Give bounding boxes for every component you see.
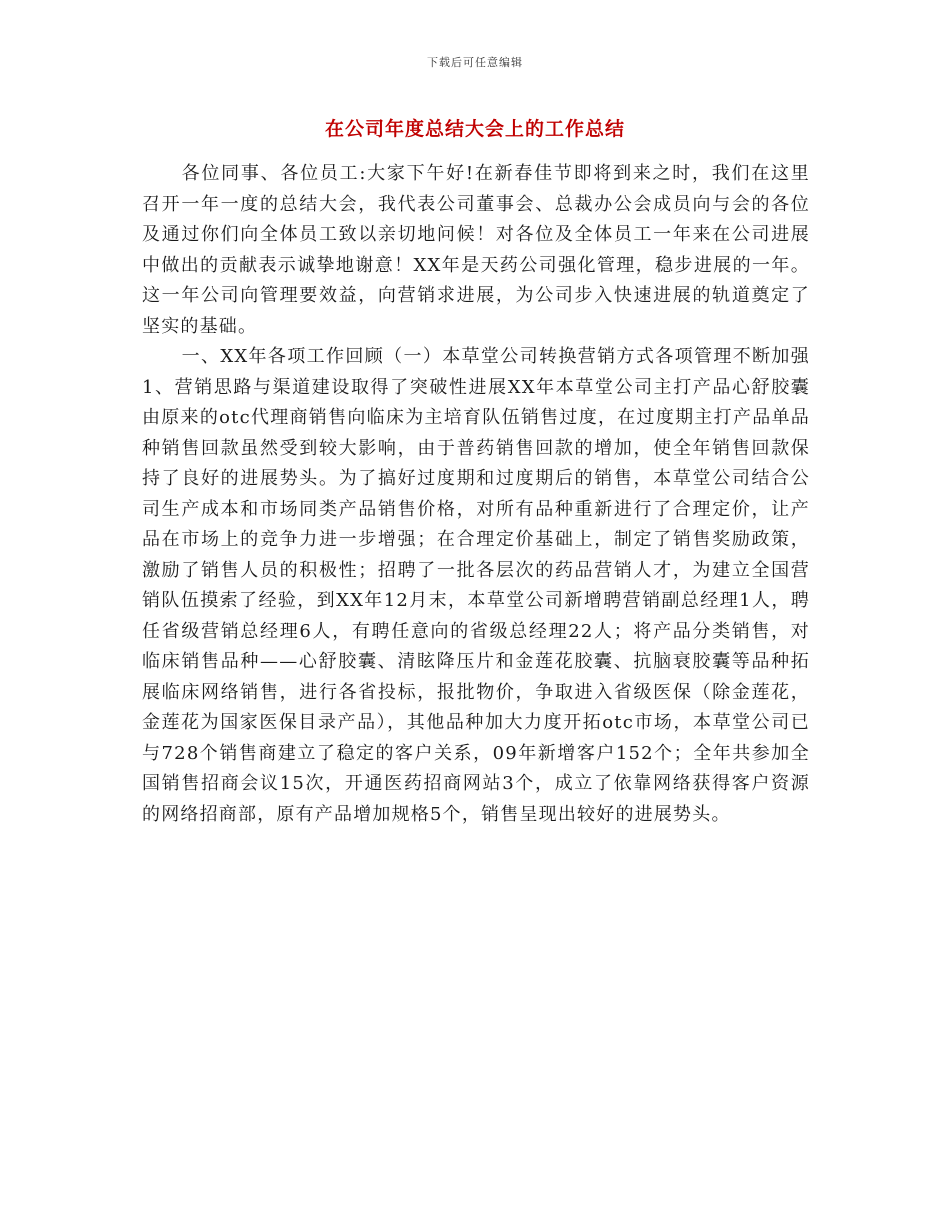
paragraph-review: 一、XX年各项工作回顾（一）本草堂公司转换营销方式各项管理不断加强1、营销思路与渠道建设取得了突破性进展XX年本草堂公司主打产品心舒胶囊由原来的otc代理商销售向临床为主培育队伍销售过度，在过度期主打产品单品种销售回款虽然受到较大影响，由于普药销售回款的增加，使全年销售回款保持了良好的进展势头。为了搞好过度期和过度期后的销售，本草堂公司结合公司生产成本和市场同类产品销售价格，对所有品种重新进行了合理定价，让产品在市场上的竞争力进一步增强；在合理定价基础上，制定了销售奖励政策，激励了销售人员的积极性；招聘了一批各层次的药品营销人才，为建立全国营销队伍摸索了经验，到XX年12月末，本草堂公司新增聘营销副总经理1人，聘任省级营销总经理6人，有聘任意向的省级总经理22人；将产品分类销售，对临床销售品种——心舒胶囊、清眩降压片和金莲花胶囊、抗脑衰胶囊等品种拓展临床网络销售，进行各省投标，报批物价，争取进入省级医保（除金莲花，金莲花为国家医保目录产品），其他品种加大力度开拓otc市场，本草堂公司已与728个销售商建立了稳定的客户关系，09年新增客户152个；全年共参加全国销售招商会议15次，开通医药招商网站3个，成立了依靠网络获得客户资源的网络招商部，原有产品增加规格5个，销售呈现出较好的进展势头。 bbox=[142, 346, 810, 825]
paragraph-greeting: 各位同事、各位员工:大家下午好!在新春佳节即将到来之时，我们在这里召开一年一度的总结大会，我代表公司董事会、总裁办公会成员向与会的各位及通过你们向全体员工致以亲切地问候！对各位及全体员工一年来在公司进展中做出的贡献表示诚挚地谢意！XX年是天药公司强化管理，稳步进展的一年。这一年公司向管理要效益，向营销求进展，为公司步入快速进展的轨道奠定了坚实的基础。 bbox=[142, 163, 810, 337]
document-body bbox=[142, 159, 810, 830]
document-title: 在公司年度总结大会上的工作总结 bbox=[324, 118, 625, 140]
header-note: 下载后可任意编辑 bbox=[427, 56, 523, 69]
